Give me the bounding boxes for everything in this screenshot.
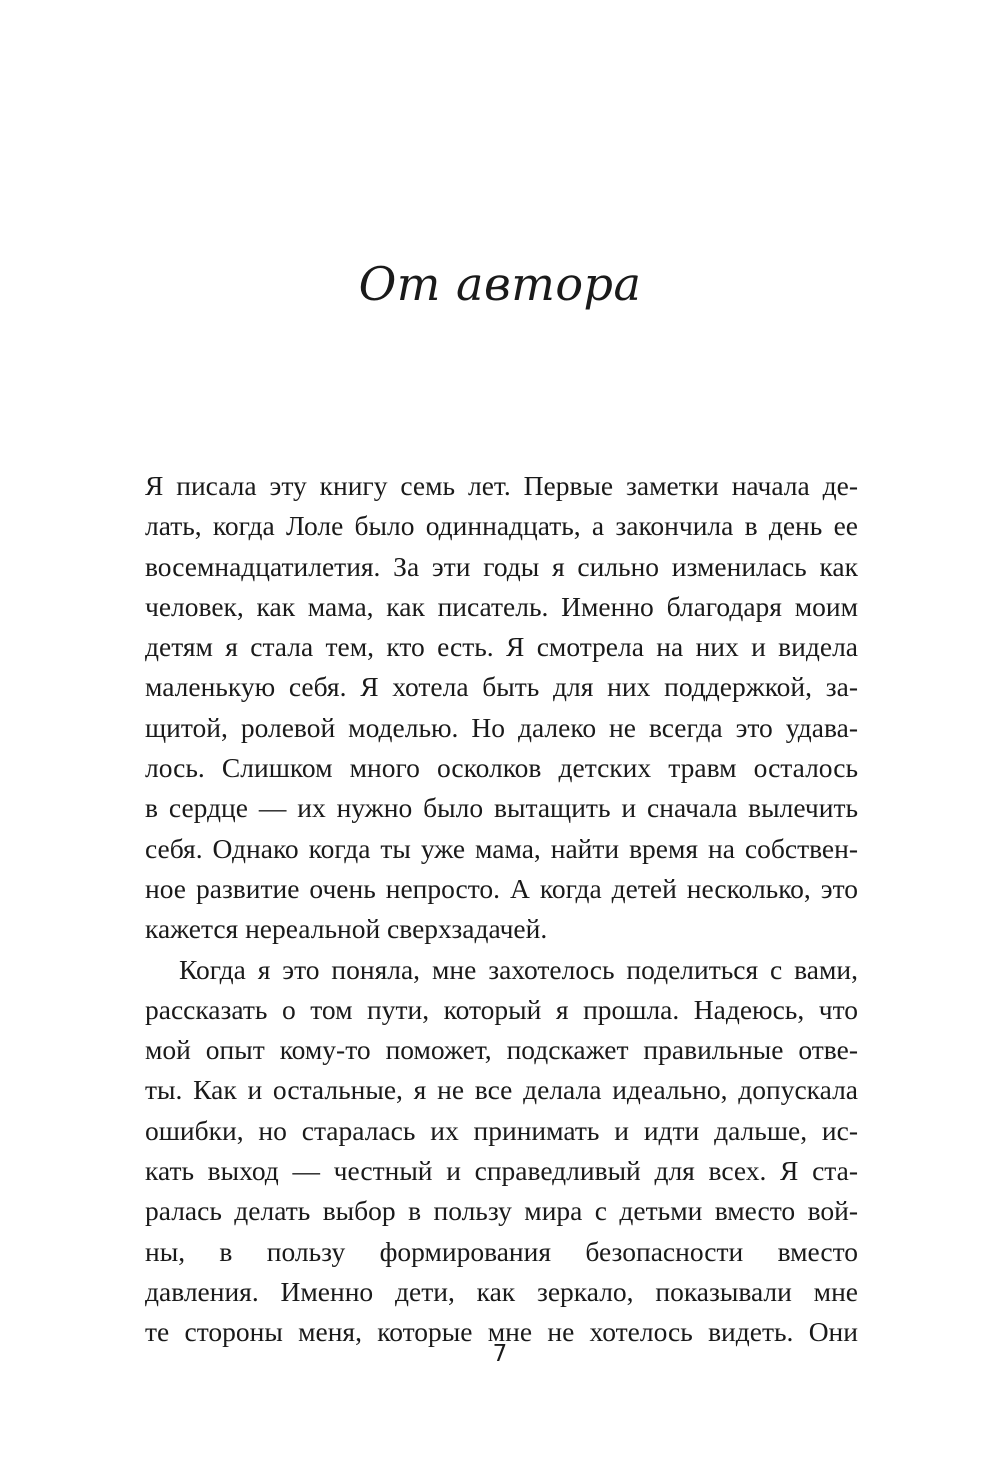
text-line: мой опыт кому-то поможет, подскажет правильные отве- bbox=[145, 1034, 858, 1066]
text-line: себя. Однако когда ты уже мама, найти время на собствен- bbox=[145, 832, 858, 864]
text-line: детям я стала тем, кто есть. Я смотрела на них и видела bbox=[145, 631, 858, 663]
page-number: 7 bbox=[492, 1341, 508, 1367]
text-line: ны, в пользу формирования безопасности вместо bbox=[145, 1235, 858, 1267]
text-line: давления. Именно дети, как зеркало, показывали мне bbox=[145, 1275, 858, 1307]
text-line: кать выход — честный и справедливый для всех. Я ста- bbox=[145, 1155, 858, 1187]
paragraph-2 bbox=[145, 950, 858, 1353]
text-line: человек, как мама, как писатель. Именно благодаря моим bbox=[145, 590, 858, 622]
text-line: лось. Слишком много осколков детских травм осталось bbox=[145, 752, 858, 784]
text-line: те стороны меня, которые мне не хотелось видеть. Они bbox=[145, 1316, 858, 1348]
text-line: восемнадцатилетия. За эти годы я сильно изменилась как bbox=[145, 550, 858, 582]
text-line: Я писала эту книгу семь лет. Первые заметки начала де- bbox=[145, 470, 858, 501]
text-line: в сердце — их нужно было вытащить и сначала вылечить bbox=[145, 792, 858, 824]
text-line: кажется нереальной сверхзадачей. bbox=[145, 913, 548, 945]
text-line: щитой, ролевой моделью. Но далеко не всегда это удава- bbox=[145, 711, 858, 743]
paragraph-1 bbox=[145, 466, 858, 950]
text-line: Когда я это поняла, мне захотелось поделиться с вами, bbox=[179, 953, 858, 985]
text-line: ралась делать выбор в пользу мира с детьми вместо вой- bbox=[145, 1195, 858, 1227]
text-line: маленькую себя. Я хотела быть для них поддержкой, за- bbox=[145, 671, 858, 703]
text-line: ты. Как и остальные, я не все делала идеально, допускала bbox=[145, 1074, 858, 1106]
text-line: лать, когда Лоле было одиннадцать, а закончила в день ее bbox=[145, 510, 858, 542]
text-line: рассказать о том пути, который я прошла. Надеюсь, что bbox=[145, 993, 858, 1025]
text-line: ное развитие очень непросто. А когда детей несколько, это bbox=[145, 872, 858, 904]
body-text bbox=[145, 466, 858, 1353]
chapter-title: От автора bbox=[358, 257, 642, 311]
text-line: ошибки, но старалась их принимать и идти дальше, ис- bbox=[145, 1114, 858, 1146]
